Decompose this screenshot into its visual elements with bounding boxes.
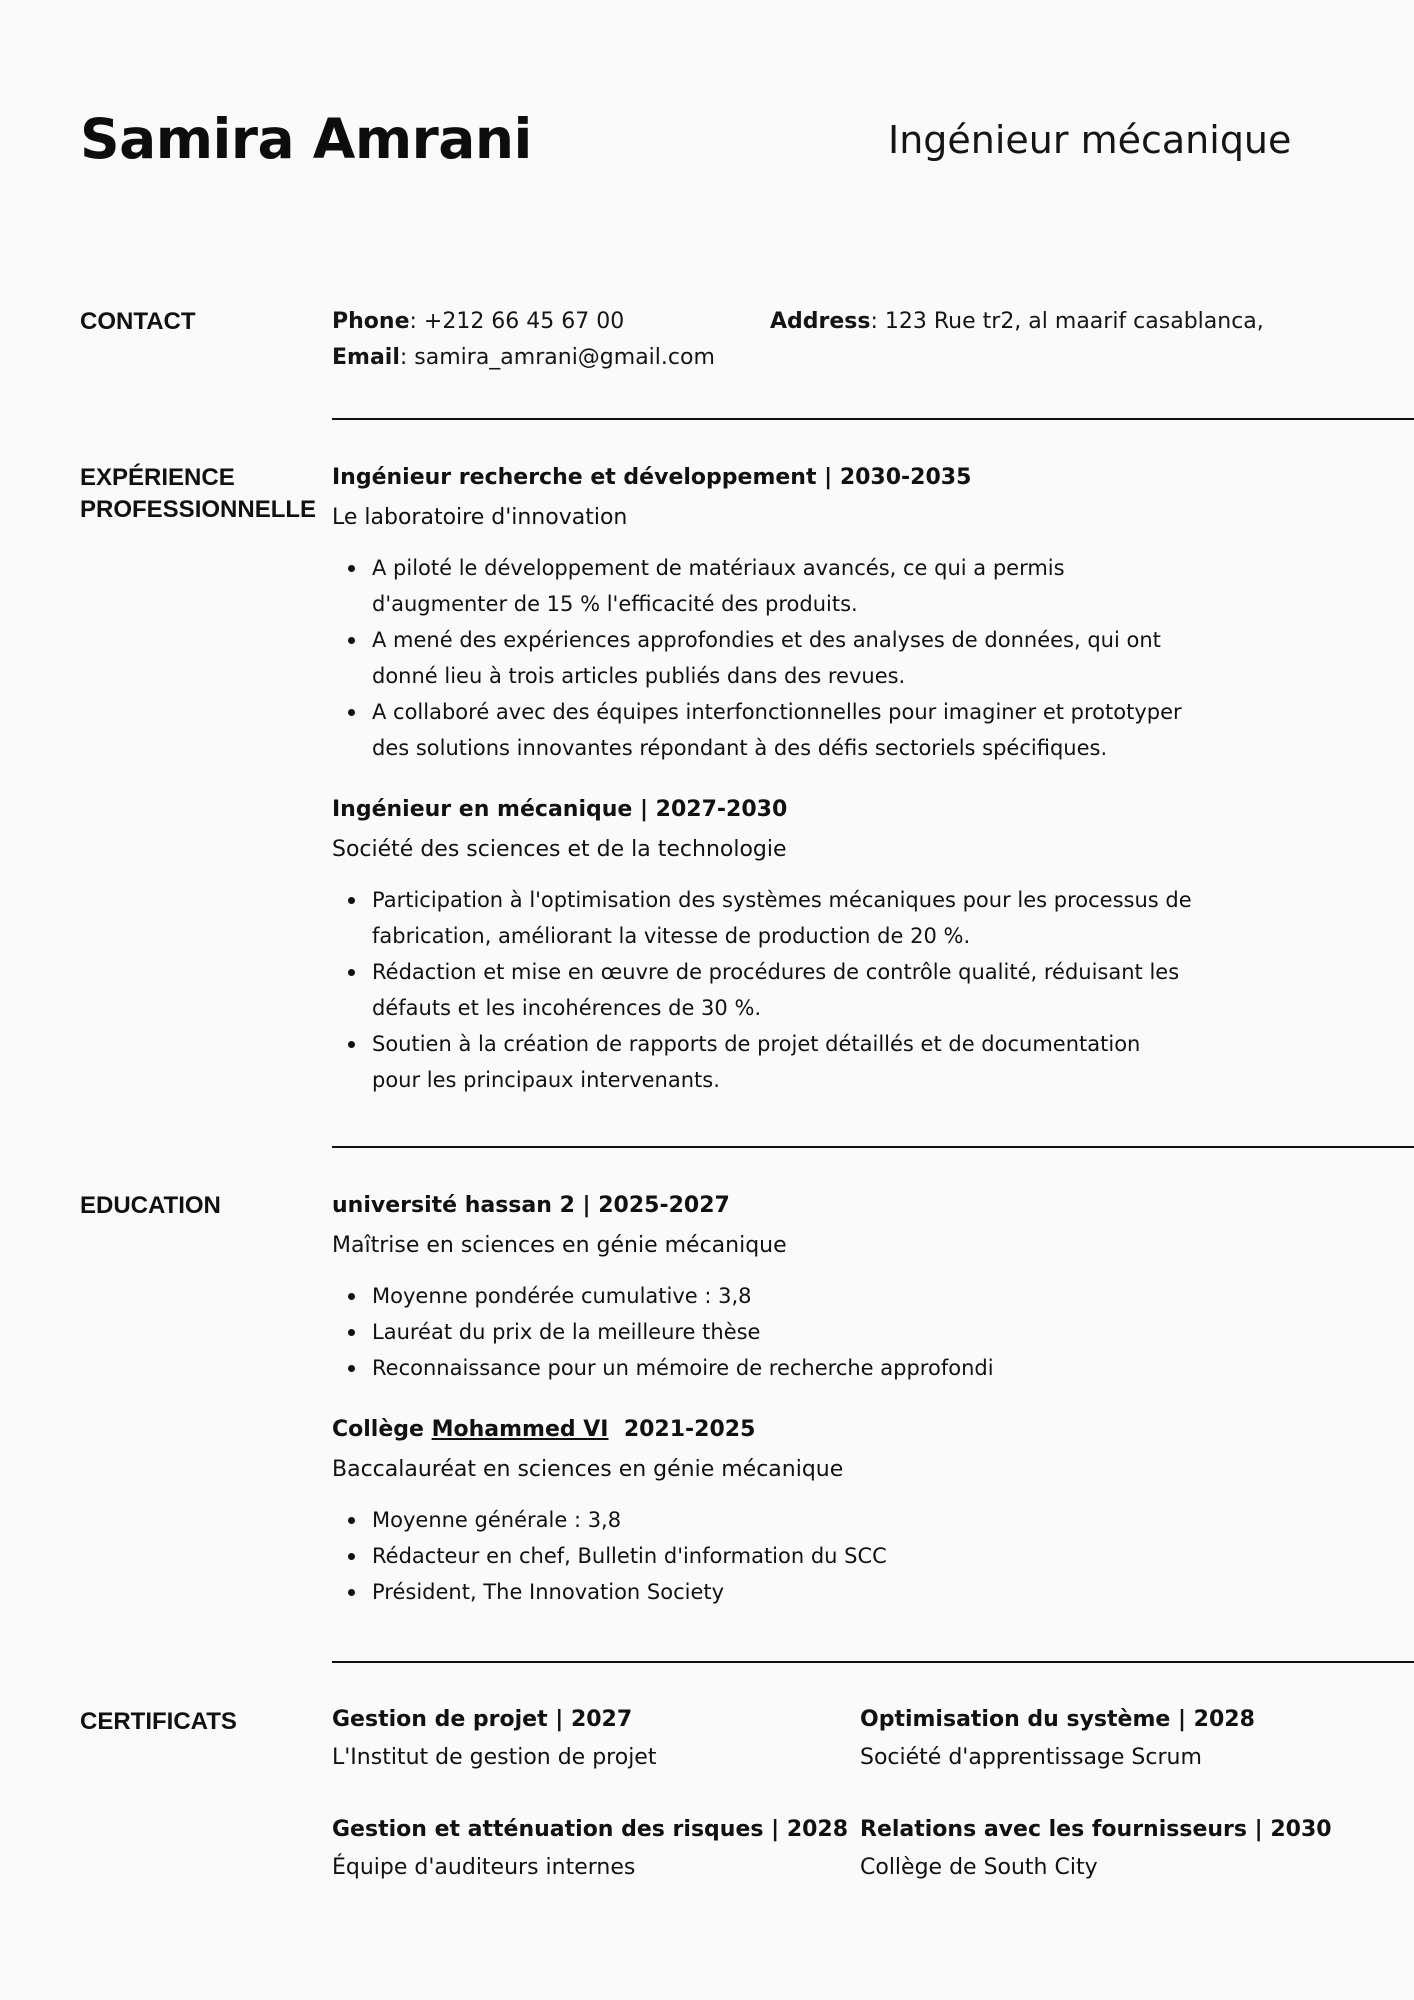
school-heading-prefix: Collège — [332, 1417, 432, 1442]
school-degree: Baccalauréat en sciences en génie mécanique — [332, 1457, 844, 1482]
school-heading: université hassan 2 | 2025-2027 — [332, 1193, 730, 1218]
bullet-item: Lauréat du prix de la meilleure thèse — [372, 1314, 1332, 1350]
section-label-education: EDUCATION — [80, 1192, 221, 1219]
job-title: Ingénieur mécanique — [888, 118, 1292, 162]
bullet-item: Rédaction et mise en œuvre de procédures de contrôle qualité, réduisant les défauts et les incohérences de 30 %. — [372, 954, 1332, 1026]
bullet-item: A collaboré avec des équipes interfonctionnelles pour imaginer et prototyper des solutions innovantes répondant à des défis sectoriels spécifiques. — [372, 694, 1332, 766]
address-line — [770, 304, 1264, 340]
contact-block — [332, 304, 715, 376]
section-label-experience — [80, 462, 320, 526]
phone-line — [332, 304, 715, 340]
school-bullets — [332, 1278, 1332, 1386]
certificate-heading: Gestion et atténuation des risques | 2028 — [332, 1817, 849, 1842]
certificate-heading: Optimisation du système | 2028 — [860, 1707, 1255, 1732]
certificate-org: Collège de South City — [860, 1855, 1098, 1880]
school-heading-suffix: 2021-2025 — [608, 1417, 756, 1442]
phone-label: Phone — [332, 309, 410, 334]
section-label-contact: CONTACT — [80, 308, 196, 335]
divider-experience — [332, 1146, 1414, 1148]
bullet-item: Rédacteur en chef, Bulletin d'information du SCC — [372, 1538, 1332, 1574]
job-bullets — [332, 550, 1332, 766]
address-block — [770, 304, 1264, 340]
certificate-org: Équipe d'auditeurs internes — [332, 1855, 636, 1880]
email-line — [332, 340, 715, 376]
bullet-item: Participation à l'optimisation des systèmes mécaniques pour les processus de fabrication, améliorant la vitesse de production de 20 %. — [372, 882, 1332, 954]
email-value: : samira_amrani@gmail.com — [399, 345, 715, 370]
job-entry — [332, 460, 1332, 766]
bullet-item: Soutien à la création de rapports de projet détaillés et de documentation pour les principaux intervenants. — [372, 1026, 1332, 1098]
job-heading: Ingénieur en mécanique | 2027-2030 — [332, 797, 788, 822]
school-name-link[interactable]: Mohammed VI — [431, 1417, 609, 1442]
address-label: Address — [770, 309, 871, 334]
job-heading: Ingénieur recherche et développement | 2030-2035 — [332, 465, 972, 490]
person-name: Samira Amrani — [80, 107, 532, 171]
certificate-heading: Relations avec les fournisseurs | 2030 — [860, 1817, 1332, 1842]
school-heading — [332, 1412, 1332, 1448]
email-label: Email — [332, 345, 400, 370]
experience-content — [332, 460, 1332, 1124]
experience-label-line1: EXPÉRIENCE — [80, 464, 235, 491]
certificate-item — [332, 1702, 852, 1776]
certificate-org: Société d'apprentissage Scrum — [860, 1745, 1202, 1770]
certificate-org: L'Institut de gestion de projet — [332, 1745, 657, 1770]
certificate-heading: Gestion de projet | 2027 — [332, 1707, 633, 1732]
divider-contact — [332, 418, 1414, 420]
bullet-item: A mené des expériences approfondies et des analyses de données, qui ont donné lieu à trois articles publiés dans des revues. — [372, 622, 1332, 694]
address-value: : 123 Rue tr2, al maarif casablanca, — [870, 309, 1264, 334]
divider-education — [332, 1661, 1414, 1663]
certificate-item — [332, 1812, 852, 1886]
bullet-item: A piloté le développement de matériaux avancés, ce qui a permis d'augmenter de 15 % l'efficacité des produits. — [372, 550, 1332, 622]
job-org: Le laboratoire d'innovation — [332, 505, 628, 530]
job-entry — [332, 792, 1332, 1098]
bullet-item: Président, The Innovation Society — [372, 1574, 1332, 1610]
school-degree: Maîtrise en sciences en génie mécanique — [332, 1233, 787, 1258]
school-entry — [332, 1412, 1332, 1610]
job-bullets — [332, 882, 1332, 1098]
certificate-item — [860, 1812, 1380, 1886]
phone-value: : +212 66 45 67 00 — [409, 309, 625, 334]
experience-label-line2: PROFESSIONNELLE — [80, 496, 317, 523]
bullet-item: Moyenne pondérée cumulative : 3,8 — [372, 1278, 1332, 1314]
section-label-certificates: CERTIFICATS — [80, 1708, 237, 1735]
bullet-item: Reconnaissance pour un mémoire de recherche approfondi — [372, 1350, 1332, 1386]
education-content — [332, 1188, 1332, 1636]
certificate-item — [860, 1702, 1380, 1776]
school-bullets — [332, 1502, 1332, 1610]
job-org: Société des sciences et de la technologie — [332, 837, 787, 862]
bullet-item: Moyenne générale : 3,8 — [372, 1502, 1332, 1538]
school-entry — [332, 1188, 1332, 1386]
